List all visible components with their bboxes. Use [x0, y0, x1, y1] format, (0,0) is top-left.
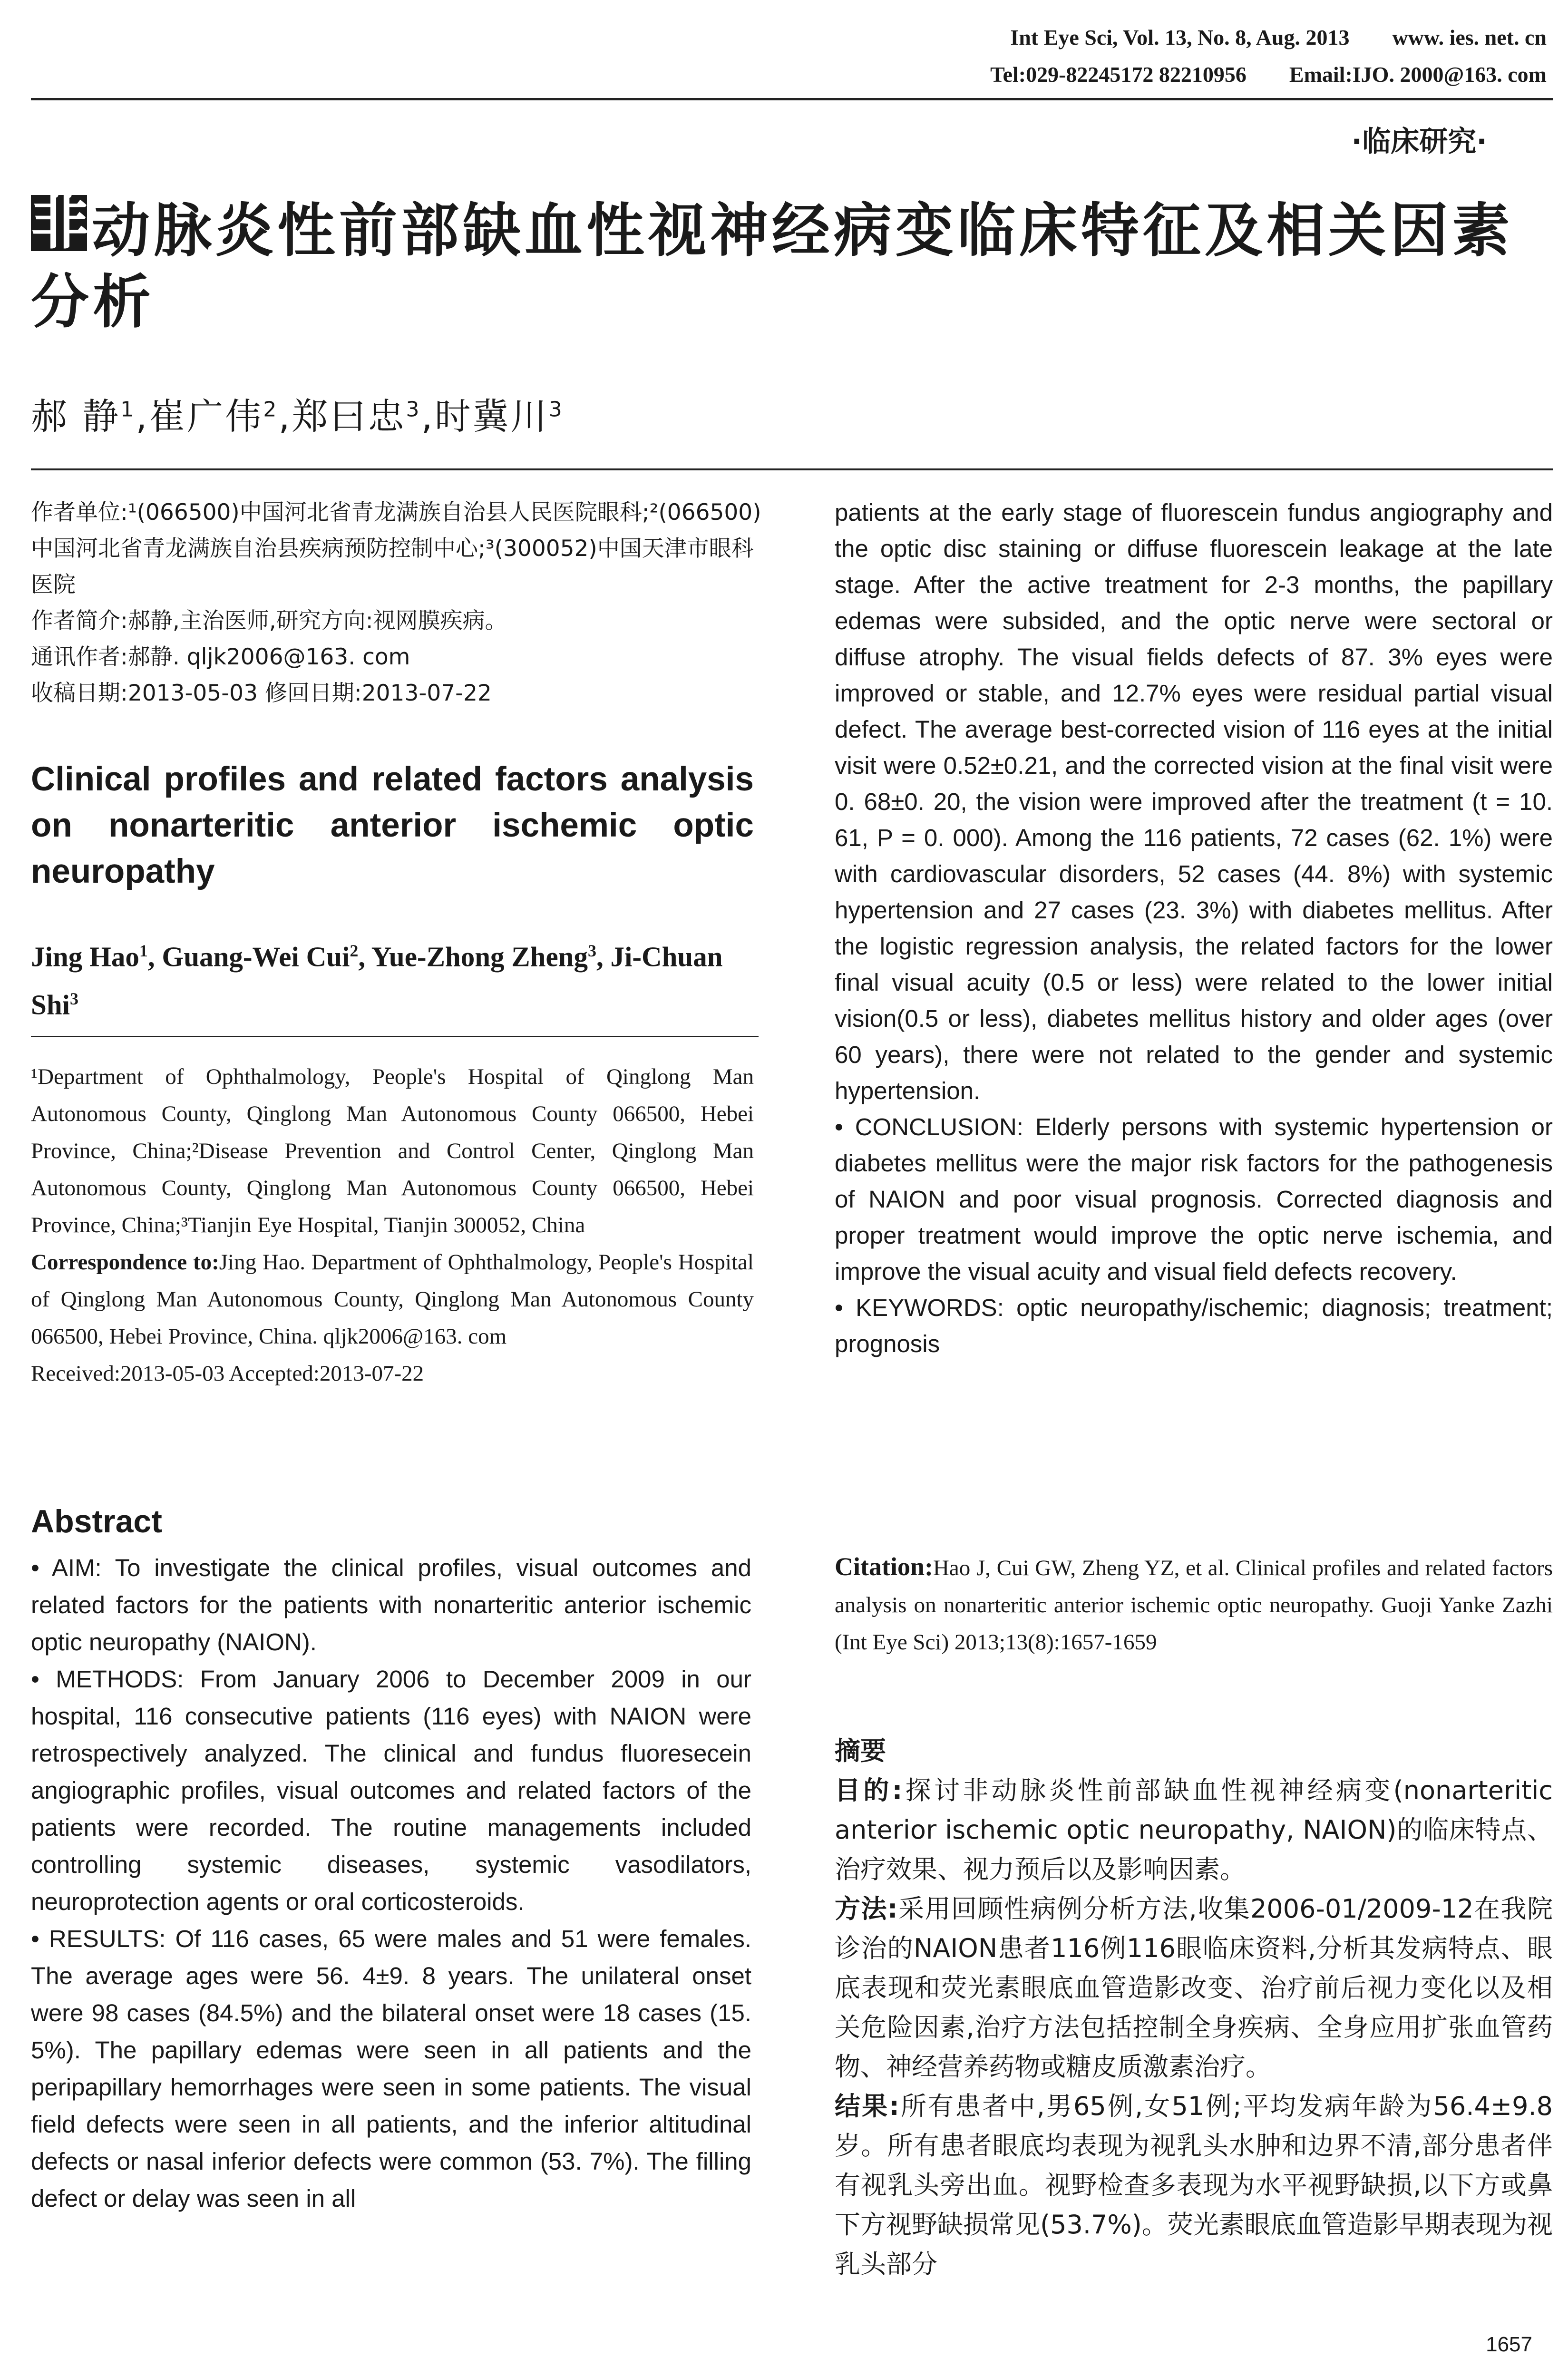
page-number: 1657	[1486, 2333, 1532, 2356]
section-tag: ·临床研究·	[1351, 125, 1487, 158]
author-cn: 时冀川	[434, 395, 549, 438]
correspondence-en	[31, 1244, 754, 1355]
affiliation-cn-units: 作者单位:¹(066500)中国河北省青龙满族自治县人民医院眼科;²(066500)中国河北省青龙满族自治县疾病预防控制中心;³(300052)中国天津市眼科医院	[31, 499, 761, 598]
abstract-conclusion: • CONCLUSION: Elderly persons with systemic hypertension or diabetes mellitus were the major risk factors for the pathogenesis of NAION and poor visual prognosis. Corrected diagnosis and proper treatment would improve the optic nerve ischemia, and improve the visual acuity and visual field defects recovery.	[835, 1113, 1553, 1285]
affiliation-cn-bio: 作者简介:郝静,主治医师,研究方向:视网膜疾病。	[31, 608, 507, 634]
authors-en: Jing Hao$^1$, Guang-Wei Cui$^2$, Yue-Zhong Zheng$^3$, Ji-Chuan Shi$^3$	[31, 941, 723, 1021]
author-sup: 1	[120, 397, 136, 422]
author-en: Ji-Chuan Shi	[31, 941, 723, 1021]
abstract-cn	[835, 1731, 1553, 2284]
affiliation-cn-correspondence: 通讯作者:郝静. qljk2006@163. com	[31, 644, 410, 670]
affiliation-cn-dates: 收稿日期:2013-05-03 修回日期:2013-07-22	[31, 680, 492, 706]
title-first-char-mark: 非	[31, 189, 93, 257]
affiliation-en-text: ¹Department of Ophthalmology, People's Hospital of Qinglong Man Autonomous County, Qinglong Man Autonomous County 066500, Hebei Province, China;²Disease Prevention and Control Center, Qinglong Man Autonomous County, Qinglong Man Autonomous County 066500, Hebei Province, China;³Tianjin Eye Hospital, Tianjin 300052, China	[31, 1064, 754, 1237]
received-accepted: Received:2013-05-03 Accepted:2013-07-22	[31, 1361, 424, 1386]
aim-text: 探讨非动脉炎性前部缺血性视神经病变(nonarteritic anterior ischemic optic neuropathy, NAION)的临床特点、治疗效果、视力预后以及影响因素。	[835, 1775, 1553, 1884]
abstract-results-start: • RESULTS: Of 116 cases, 65 were males and 51 were females. The average ages were 56. 4±9. 8 years. The unilateral onset were 98 cases (84.5%) and the bilateral onset were 18 cases (15. 5%). The papillary edemas were seen in all patients and the peripapillary hemorrhages were seen in some patients. The visual field defects were seen in all patients, and the inferior altitudinal defects or nasal inferior defects were common (53. 7%). The filling defect or delay was seen in all	[31, 1925, 751, 2212]
journal-header-line1	[967, 25, 1547, 50]
abstract-methods: • METHODS: From January 2006 to December 2009 in our hospital, 116 consecutive patients (116 eyes) with NAION were retrospectively analyzed. The clinical and fundus fluoresecein angiographic profiles, visual outcomes and related factors of the patients were recorded. The routine managements included controlling systemic diseases, systemic vasodilators, neuroprotection agents or oral corticosteroids.	[31, 1666, 751, 1915]
author-en: Guang-Wei Cui	[162, 941, 350, 973]
journal-website: www. ies. net. cn	[1392, 25, 1547, 49]
author-sup: 3	[587, 941, 596, 960]
methods-label: 方法:	[835, 1894, 898, 1924]
abstract-keywords: • KEYWORDS: optic neuropathy/ischemic; diagnosis; treatment; prognosis	[835, 1294, 1553, 1357]
affiliation-en	[31, 1058, 754, 1392]
citation	[835, 1548, 1553, 1661]
abstract-cn-aim	[835, 1771, 1553, 1889]
results-text: 所有患者中,男65例,女51例;平均发病年龄为56.4±9.8岁。所有患者眼底均表现为视乳头水肿和边界不清,部分患者伴有视乳头旁出血。视野检查多表现为水平视野缺损,以下方或鼻下方视野缺损常见(53.7%)。荧光素眼底血管造影早期表现为视乳头部分	[835, 2091, 1553, 2279]
journal-email: Email:IJO. 2000@163. com	[1289, 62, 1547, 87]
author-sup: 2	[350, 941, 359, 960]
affiliation-cn	[31, 495, 763, 711]
title-cn-text: 动脉炎性前部缺血性视神经病变临床特征及相关因素分析	[31, 197, 1514, 336]
journal-tel: Tel:029-82245172 82210956	[990, 62, 1247, 87]
citation-label: Citation:	[835, 1552, 933, 1581]
author-en: Jing Hao	[31, 941, 139, 973]
correspondence-text: Jing Hao. Department of Ophthalmology, People's Hospital of Qinglong Man Autonomous County, Qinglong Man Autonomous County 066500, Hebei Province, China. qljk2006@163. com	[31, 1250, 754, 1349]
abstract-left-column	[31, 1549, 751, 2217]
results-label: 结果:	[835, 2091, 899, 2121]
correspondence-label: Correspondence to:	[31, 1250, 219, 1275]
journal-header-line2	[947, 62, 1547, 87]
citation-text: Hao J, Cui GW, Zheng YZ, et al. Clinical profiles and related factors analysis on nonarteritic anterior ischemic optic neuropathy. Guoji Yanke Zazhi (Int Eye Sci) 2013;13(8):1657-1659	[835, 1556, 1553, 1655]
title-cn	[31, 189, 1543, 338]
abstract-cn-results	[835, 2086, 1553, 2284]
abstract-cn-methods	[835, 1889, 1553, 2086]
author-sup: 1	[139, 941, 148, 960]
title-en: Clinical profiles and related factors analysis on nonarteritic anterior ischemic optic neuropathy	[31, 760, 754, 890]
title-rule	[31, 468, 1553, 470]
abstract-results-continued: patients at the early stage of fluorescein fundus angiography and the optic disc staining or diffuse fluorescein leakage at the late stage. After the active treatment for 2-3 months, the papillary edemas were subsided, and the optic nerve were sectoral or diffuse atrophy. The visual fields defects of 87. 3% eyes were improved or stable, and 12.7% eyes were residual partial visual defect. The average best-corrected vision of 116 eyes at the initial visit were 0.52±0.21, and the corrected vision at the final visit were 0. 68±0. 20, the vision were improved after the treatment (t = 10. 61, P = 0. 000). Among the 116 patients, 72 cases (62. 1%) were with cardiovascular disorders, 52 cases (44. 8%) with systemic hypertension and 27 cases (23. 3%) with diabetes mellitus. After the logistic regression analysis, the related factors for the lower final visual acuity (0.5 or less) were related to the lower initial vision(0.5 or less), diabetes mellitus history and older ages (over 60 years), there were not related to the gender and systemic hypertension.	[835, 499, 1553, 1104]
methods-text: 采用回顾性病例分析方法,收集2006-01/2009-12在我院诊治的NAION患者116例116眼临床资料,分析其发病特点、眼底表现和荧光素眼底血管造影改变、治疗前后视力变化以及相关危险因素,治疗方法包括控制全身疾病、全身应用扩张血管药物、神经营养药物或糖皮质激素治疗。	[835, 1894, 1553, 2082]
abstract-heading: Abstract	[31, 1503, 162, 1539]
author-en: Yue-Zhong Zheng	[371, 941, 588, 973]
abstract-cn-heading: 摘要	[835, 1736, 886, 1766]
author-sup: 3	[548, 397, 564, 422]
author-cn: 郝 静	[31, 395, 121, 438]
abstract-aim: • AIM: To investigate the clinical profiles, visual outcomes and related factors for the patients with nonarteritic anterior ischemic optic neuropathy (NAION).	[31, 1554, 751, 1656]
author-cn: 崔广伟	[149, 395, 263, 438]
author-sup: 2	[263, 397, 279, 422]
author-sup: 3	[70, 989, 79, 1008]
author-sup: 3	[406, 397, 421, 422]
abstract-right-column	[835, 495, 1553, 1362]
header-rule	[31, 98, 1553, 100]
author-cn: 郑曰忠	[292, 395, 406, 438]
authors-rule	[31, 1036, 759, 1037]
authors-cn: 郝 静$^1$,崔广伟$^2$,郑曰忠$^3$,时冀川$^3$	[31, 395, 564, 438]
aim-label: 目的:	[835, 1775, 903, 1805]
journal-info: Int Eye Sci, Vol. 13, No. 8, Aug. 2013	[1010, 25, 1350, 49]
